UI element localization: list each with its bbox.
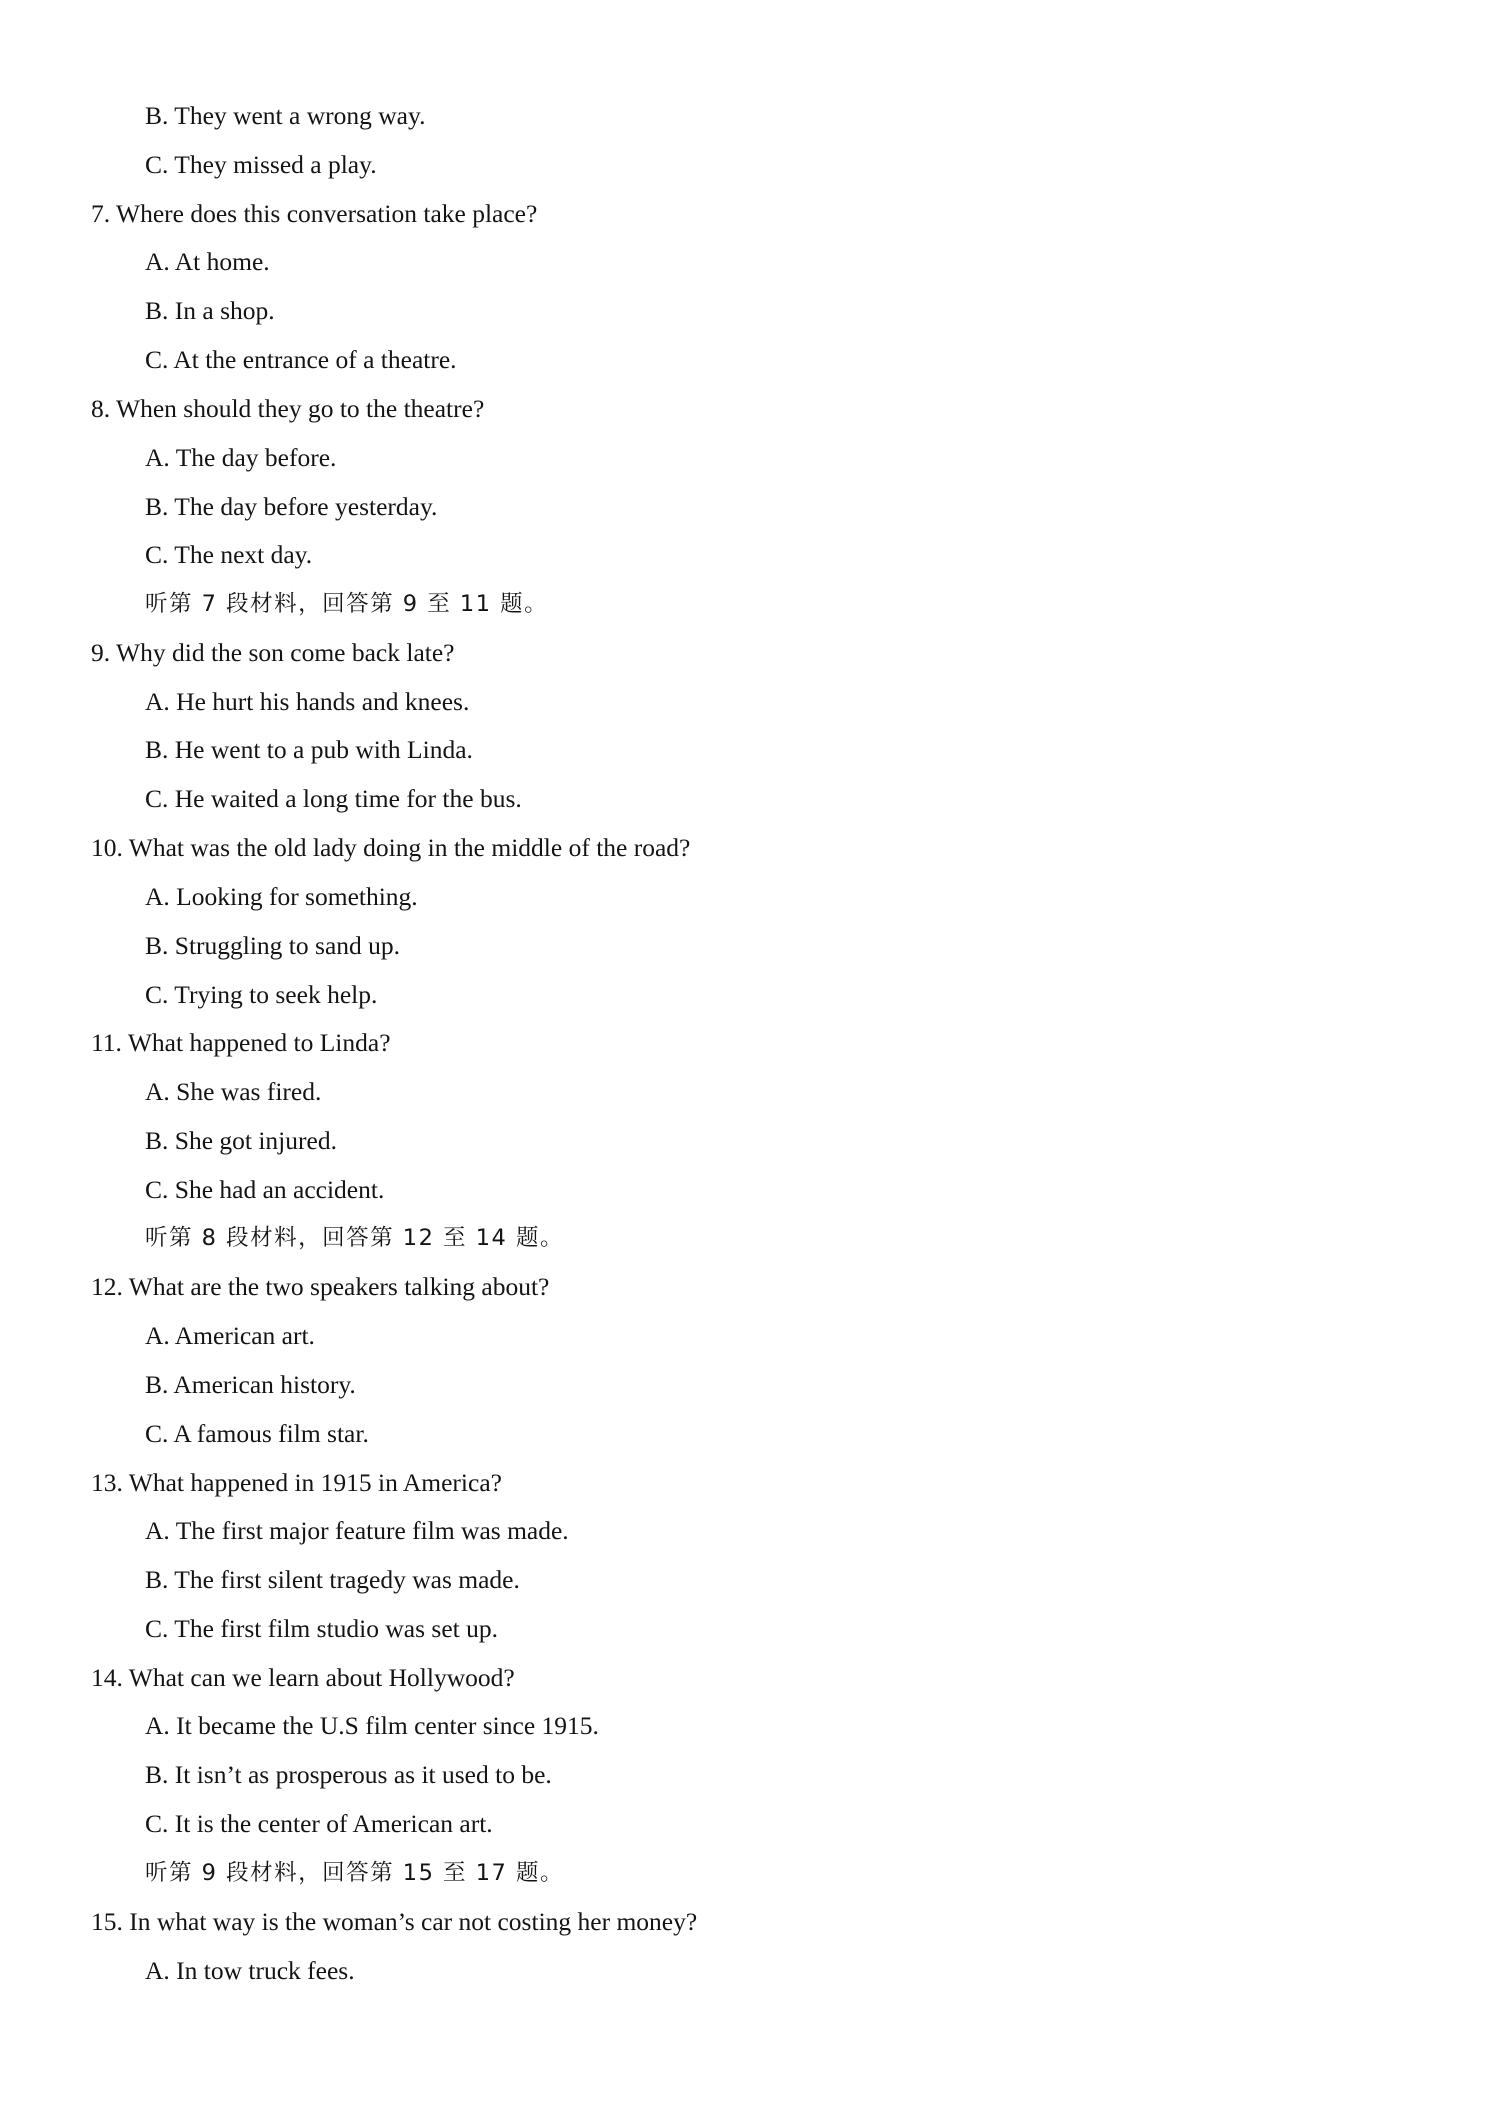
option-11a: A. She was fired. (145, 1077, 322, 1106)
question-8: 8. When should they go to the theatre? (91, 394, 485, 423)
option-11b: B. She got injured. (145, 1126, 337, 1155)
option-10a: A. Looking for something. (145, 882, 418, 911)
question-15: 15. In what way is the woman’s car not costing her money? (91, 1907, 698, 1936)
question-13: 13. What happened in 1915 in America? (91, 1468, 502, 1497)
question-14: 14. What can we learn about Hollywood? (91, 1663, 515, 1692)
option-14c: C. It is the center of American art. (145, 1809, 493, 1838)
option-10c: C. Trying to seek help. (145, 980, 378, 1009)
option-14b: B. It isn’t as prosperous as it used to be. (145, 1760, 552, 1789)
section-instruction-9: 听第 9 段材料，回答第 15 至 17 题。 (145, 1860, 564, 1886)
question-11: 11. What happened to Linda? (91, 1028, 391, 1057)
question-12: 12. What are the two speakers talking about? (91, 1272, 550, 1301)
question-7: 7. Where does this conversation take place? (91, 199, 538, 228)
section-instruction-8: 听第 8 段材料，回答第 12 至 14 题。 (145, 1225, 564, 1251)
option-9c: C. He waited a long time for the bus. (145, 784, 522, 813)
option-9b: B. He went to a pub with Linda. (145, 735, 473, 764)
option-13b: B. The first silent tragedy was made. (145, 1565, 520, 1594)
question-10: 10. What was the old lady doing in the middle of the road? (91, 833, 691, 862)
option-12c: C. A famous film star. (145, 1419, 369, 1448)
option-6c: C. They missed a play. (145, 150, 377, 179)
option-7b: B. In a shop. (145, 296, 275, 325)
option-14a: A. It became the U.S film center since 1915. (145, 1711, 599, 1740)
section-instruction-7: 听第 7 段材料，回答第 9 至 11 题。 (145, 591, 549, 617)
option-7a: A. At home. (145, 247, 270, 276)
option-13c: C. The first film studio was set up. (145, 1614, 498, 1643)
option-12a: A. American art. (145, 1321, 315, 1350)
option-8c: C. The next day. (145, 540, 313, 569)
option-11c: C. She had an accident. (145, 1175, 385, 1204)
option-15a: A. In tow truck fees. (145, 1956, 355, 1985)
option-6b: B. They went a wrong way. (145, 101, 426, 130)
option-8b: B. The day before yesterday. (145, 492, 438, 521)
option-9a: A. He hurt his hands and knees. (145, 687, 470, 716)
option-10b: B. Struggling to sand up. (145, 931, 401, 960)
option-13a: A. The first major feature film was made. (145, 1516, 569, 1545)
question-9: 9. Why did the son come back late? (91, 638, 455, 667)
option-8a: A. The day before. (145, 443, 337, 472)
option-7c: C. At the entrance of a theatre. (145, 345, 457, 374)
option-12b: B. American history. (145, 1370, 356, 1399)
